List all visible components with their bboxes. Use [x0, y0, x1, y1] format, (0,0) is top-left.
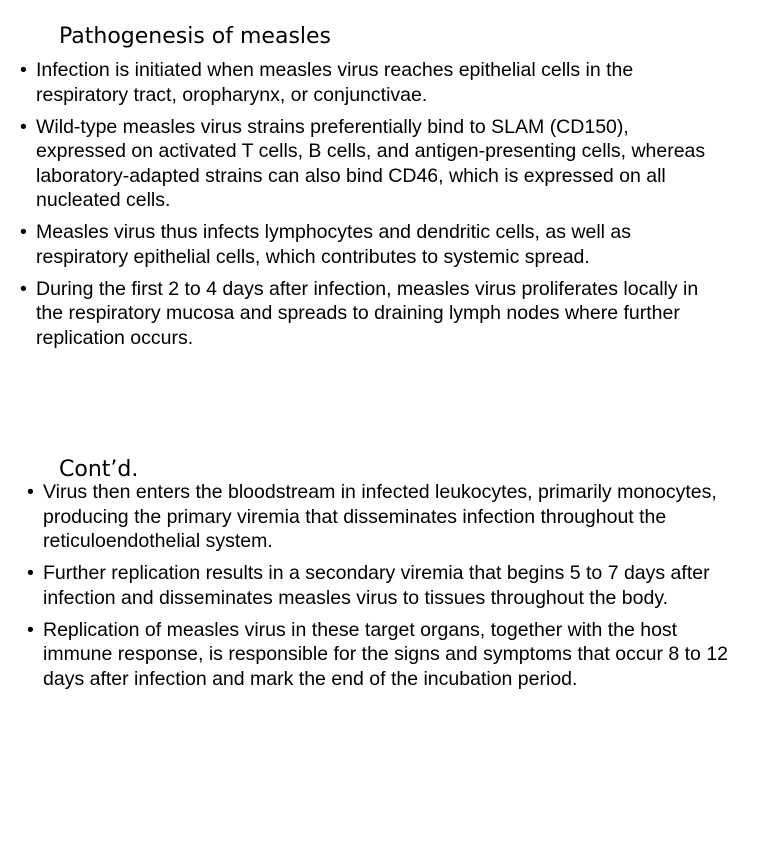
bullet-item: • During the first 2 to 4 days after infection, measles virus proliferates locally in the respiratory mucosa and spreads to draining lymph nodes where further replication occurs. — [20, 277, 720, 351]
slide-title-pathogenesis: Pathogenesis of measles — [59, 24, 332, 49]
bullet-item: • Replication of measles virus in these target organs, together with the host immune response, is responsible for the signs and symptoms that occur 8 to 12 days after infection and mark the end of the incubation period. — [27, 618, 737, 692]
bullet-item: • Infection is initiated when measles virus reaches epithelial cells in the respiratory tract, oropharynx, or conjunctivae. — [20, 58, 720, 107]
bullet-item: • Virus then enters the bloodstream in infected leukocytes, primarily monocytes, producing the primary viremia that disseminates infection throughout the reticuloendothelial system. — [27, 480, 737, 554]
bullet-item: • Wild-type measles virus strains preferentially bind to SLAM (CD150), expressed on activated T cells, B cells, and antigen-presenting cells, whereas laboratory-adapted strains can also bind CD46, which is expressed on all nucleated cells. — [20, 115, 720, 213]
bullet-item: • Further replication results in a secondary viremia that begins 5 to 7 days after infection and disseminates measles virus to tissues throughout the body. — [27, 561, 737, 610]
bullet-item: • Measles virus thus infects lymphocytes and dendritic cells, as well as respiratory epithelial cells, which contributes to systemic spread. — [20, 220, 720, 269]
bullet-list-contd — [27, 480, 737, 699]
slide-title-contd: Cont’d. — [59, 457, 139, 482]
bullet-list-pathogenesis — [20, 58, 720, 358]
